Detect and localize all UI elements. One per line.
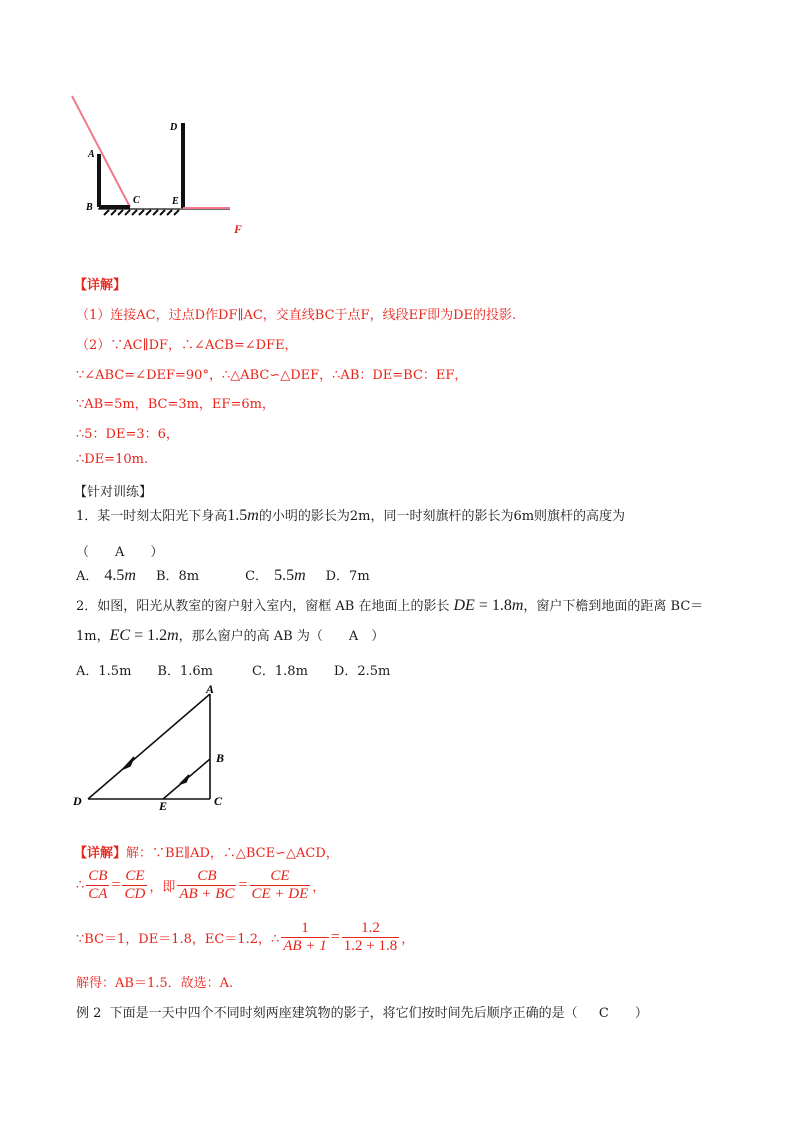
example2-question: 例 2 下面是一天中四个不同时刻两座建筑物的影子，将它们按时间先后顺序正确的是（ C ） — [76, 1006, 648, 1021]
question2-ec-unit: m — [167, 627, 179, 644]
solution1-line2: （2）∵AC∥DF，∴∠ACB=∠DFE， — [76, 338, 298, 353]
question2-line2 — [76, 625, 384, 645]
solution1-line6: ∴DE=10m. — [76, 452, 149, 467]
label-a: A — [88, 149, 95, 160]
ji-text: ，即 — [149, 880, 176, 895]
question2-ec-eq: = 1.2 — [130, 627, 168, 644]
solution1-header: 【详解】 — [74, 278, 127, 293]
solution1-line5: ∴5：DE=3：6， — [76, 427, 179, 442]
question2-text-d: ，那么窗户的高 AB 为（ A ） — [178, 629, 385, 644]
ground-hatching — [104, 210, 179, 215]
label-a: A — [206, 682, 215, 696]
fraction-12-30: $\frac{1.2}{1.2 + 1.8}$ — [343, 920, 398, 954]
arrow-ray-be — [180, 775, 189, 784]
question2-de-unit: m — [511, 597, 524, 614]
label-c: C — [133, 195, 140, 206]
solution2-proportion: ∴ $\frac{CB}{CA}$ = $\frac{CE}{CD}$ ，即 $\frac{CB}{AB + BC}$ = $\frac{CE}{CE + DE}$ ， — [76, 868, 326, 902]
fraction-ce-ce-de: $\frac{CE}{CE + DE}$ — [251, 868, 309, 902]
label-d: D — [170, 122, 178, 133]
question1-line — [76, 505, 625, 525]
solution1-line3: ∵∠ABC=∠DEF=90°，∴△ABC∽△DEF，∴AB：DE=BC：EF， — [76, 368, 468, 383]
fraction-cb-ab-bc: $\frac{CB}{AB + BC}$ — [179, 868, 235, 902]
label-b: B — [216, 751, 225, 765]
given-text: ∵BC＝1，DE＝1.8，EC＝1.2，∴ — [76, 932, 280, 947]
solution2-header: 【详解】 — [74, 846, 127, 861]
arrow-ray-ad — [123, 757, 134, 769]
solution2-result: 解得：AB＝1.5．故选：A. — [76, 976, 234, 991]
question2-de-label: DE — [453, 597, 475, 614]
label-d: D — [73, 794, 82, 808]
question2-text-a: 2．如图，阳光从教室的窗户射入室内，窗框 AB 在地面上的影长 — [76, 599, 450, 614]
q1-option-c-unit: m — [294, 567, 306, 584]
q1-option-a-value: 4.5 — [104, 567, 125, 584]
q1-option-a-unit: m — [124, 567, 136, 584]
question2-options: A．1.5m B．1.6m C．1.8m D．2.5m — [76, 664, 391, 679]
question1-answer: （ A ） — [76, 545, 164, 560]
q1-option-a-label: A． — [76, 569, 99, 584]
question1-options — [76, 565, 370, 585]
label-e: E — [159, 799, 168, 812]
question2-text-c: 1m， — [76, 629, 110, 644]
label-e: E — [172, 196, 179, 207]
solution2-intro: 解：∵BE∥AD，∴△BCE∽△ACD， — [126, 846, 339, 861]
fraction-cb-ca: $\frac{CB}{CA}$ — [88, 868, 108, 902]
solution1-line4: ∵AB=5m，BC=3m，EF=6m， — [76, 397, 275, 412]
label-f: F — [234, 222, 243, 236]
question1-text-b: 的小明的影长为2m，同一时刻旗杆的影长为6m则旗杆的高度为 — [258, 509, 626, 524]
figure-shadow-projection — [60, 90, 260, 240]
comma-text-2: ， — [401, 932, 415, 947]
question1-height-unit: m — [247, 507, 259, 524]
figure-window-shadow — [70, 682, 240, 812]
question1-text-a: 1．某一时刻太阳光下身高 — [76, 509, 228, 524]
ray-ad — [88, 694, 210, 799]
question2-de-eq: = 1.8 — [474, 597, 512, 614]
label-c: C — [214, 794, 223, 808]
q1-option-b: B．8m — [155, 569, 200, 584]
q1-option-c-label: C． — [245, 569, 269, 584]
question2-line1 — [76, 595, 703, 615]
q1-option-c-value: 5.5 — [274, 567, 295, 584]
question2-ec-label: EC — [109, 627, 131, 644]
fraction-ce-cd: $\frac{CE}{CD}$ — [124, 868, 146, 902]
label-b: B — [86, 202, 93, 213]
fraction-1-ab-1: $\frac{1}{AB + 1}$ — [283, 920, 327, 954]
practice-header: 【针对训练】 — [74, 485, 153, 500]
solution1-line1: （1）连接AC，过点D作DF∥AC，交直线BC于点F，线段EF即为DE的投影. — [76, 308, 517, 323]
solution2-line1 — [74, 842, 339, 861]
question2-text-b: ，窗户下檐到地面的距离 BC＝ — [523, 599, 704, 614]
therefore-symbol: ∴ — [76, 878, 85, 893]
solution2-given: ∵BC＝1，DE＝1.8，EC＝1.2，∴ $\frac{1}{AB + 1}$ = $\frac{1.2}{1.2 + 1.8}$ ， — [76, 920, 415, 954]
question1-height-value: 1.5 — [227, 507, 248, 524]
q1-option-d: D．7m — [325, 569, 370, 584]
comma-text: ， — [312, 880, 326, 895]
